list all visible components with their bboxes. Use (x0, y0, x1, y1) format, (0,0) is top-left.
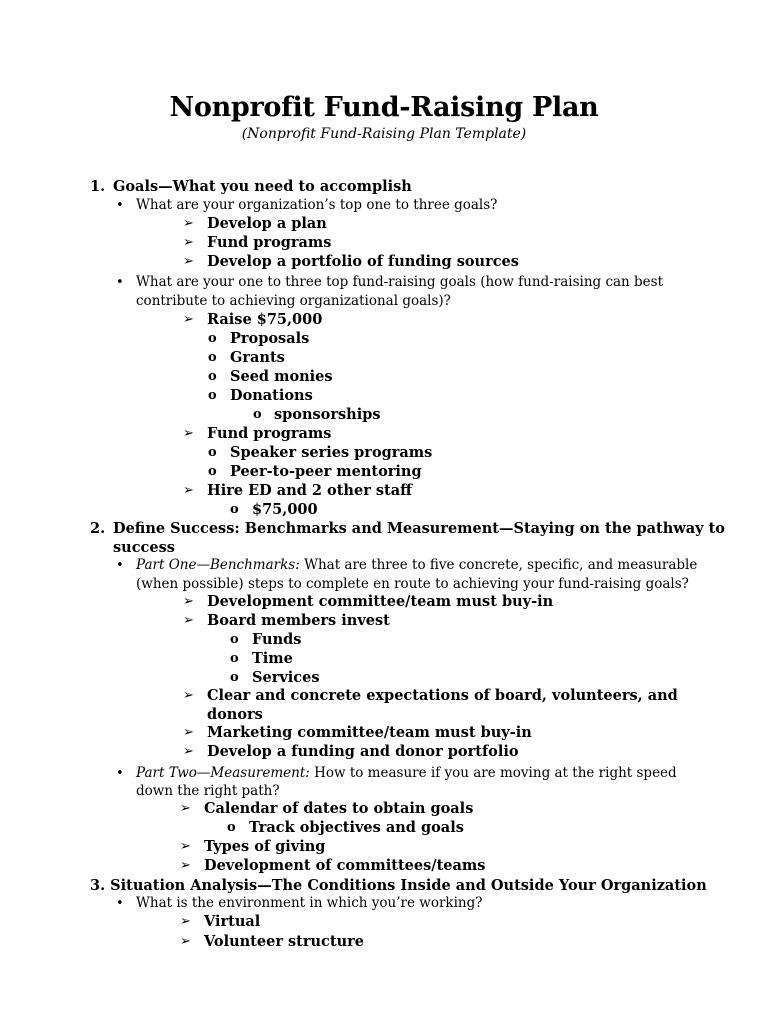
answer-item: Development committee/team must buy-in (207, 593, 554, 610)
bullet-icon: • (116, 198, 124, 213)
arrow-bullet-icon: ➢ (183, 312, 194, 327)
answer-item: Develop a funding and donor portfolio (207, 743, 519, 760)
document-title: Nonprofit Fund-Raising Plan (169, 92, 599, 123)
answer-item: Raise $75,000 (207, 311, 323, 328)
bullet-icon: • (116, 558, 124, 573)
answer-item: Fund programs (207, 234, 332, 251)
circle-bullet-icon: o (230, 670, 239, 685)
section-number: 2. (90, 520, 106, 537)
bullet-icon: • (116, 275, 124, 290)
arrow-bullet-icon: ➢ (183, 216, 194, 231)
arrow-bullet-icon: ➢ (183, 594, 194, 609)
arrow-bullet-icon: ➢ (180, 839, 191, 854)
sub-sub-item: sponsorships (274, 406, 381, 423)
circle-bullet-icon: o (208, 369, 217, 384)
arrow-bullet-icon: ➢ (180, 934, 191, 949)
question-text: down the right path? (136, 783, 280, 799)
circle-bullet-icon: o (253, 407, 262, 422)
question-text: What is the environment in which you’re working? (136, 895, 483, 911)
sub-item: $75,000 (252, 501, 318, 518)
arrow-bullet-icon: ➢ (180, 801, 191, 816)
circle-bullet-icon: o (208, 388, 217, 403)
section-heading: Goals—What you need to accomplish (113, 178, 412, 195)
section-heading: Define Success: Benchmarks and Measurement—Staying on the pathway to (113, 520, 725, 537)
section-heading: success (113, 539, 175, 556)
sub-item: Funds (252, 631, 302, 648)
arrow-bullet-icon: ➢ (180, 858, 191, 873)
circle-bullet-icon: o (208, 464, 217, 479)
answer-item: Types of giving (204, 838, 326, 855)
sub-item: Proposals (230, 330, 310, 347)
arrow-bullet-icon: ➢ (183, 688, 194, 703)
answer-item: Fund programs (207, 425, 332, 442)
part-label: Part One—Benchmarks: (136, 557, 300, 573)
answer-item: Clear and concrete expectations of board, volunteers, and (207, 687, 678, 704)
arrow-bullet-icon: ➢ (183, 483, 194, 498)
arrow-bullet-icon: ➢ (183, 254, 194, 269)
part-label: Part Two—Measurement: (136, 765, 310, 781)
circle-bullet-icon: o (208, 350, 217, 365)
circle-bullet-icon: o (208, 331, 217, 346)
bullet-icon: • (116, 766, 124, 781)
section-number: 1. (90, 178, 106, 195)
sub-item: Donations (230, 387, 313, 404)
question-text: (when possible) steps to complete en route to achieving your fund-raising goals? (136, 576, 689, 592)
part-text: How to measure if you are moving at the right speed (309, 765, 677, 781)
document-subtitle: (Nonprofit Fund-Raising Plan Template) (241, 126, 527, 142)
circle-bullet-icon: o (227, 820, 236, 835)
arrow-bullet-icon: ➢ (183, 613, 194, 628)
answer-item: Board members invest (207, 612, 390, 629)
sub-item: Services (252, 669, 320, 686)
answer-item: Virtual (204, 913, 261, 930)
answer-item: Develop a portfolio of funding sources (207, 253, 519, 270)
answer-item: Calendar of dates to obtain goals (204, 800, 474, 817)
sub-item: Grants (230, 349, 285, 366)
sub-item: Peer-to-peer mentoring (230, 463, 422, 480)
sub-item: Speaker series programs (230, 444, 433, 461)
arrow-bullet-icon: ➢ (183, 426, 194, 441)
answer-item: donors (207, 706, 263, 723)
answer-item: Development of committees/teams (204, 857, 486, 874)
sub-item: Time (252, 650, 293, 667)
circle-bullet-icon: o (230, 632, 239, 647)
question-text (136, 557, 697, 573)
answer-item: Marketing committee/team must buy-in (207, 724, 532, 741)
question-text: What are your one to three top fund-raising goals (how fund-raising can best (136, 274, 664, 290)
sub-item: Track objectives and goals (249, 819, 464, 836)
arrow-bullet-icon: ➢ (183, 235, 194, 250)
question-text (136, 765, 677, 781)
answer-item: Hire ED and 2 other staff (207, 482, 413, 499)
arrow-bullet-icon: ➢ (180, 914, 191, 929)
arrow-bullet-icon: ➢ (183, 725, 194, 740)
arrow-bullet-icon: ➢ (183, 744, 194, 759)
answer-item: Volunteer structure (204, 933, 364, 950)
sub-item: Seed monies (230, 368, 333, 385)
circle-bullet-icon: o (208, 445, 217, 460)
answer-item: Develop a plan (207, 215, 327, 232)
question-text: What are your organization’s top one to three goals? (136, 197, 498, 213)
bullet-icon: • (116, 896, 124, 911)
circle-bullet-icon: o (230, 651, 239, 666)
part-text: What are three to five concrete, specific, and measurable (299, 557, 698, 573)
question-text: contribute to achieving organizational goals)? (136, 293, 451, 309)
circle-bullet-icon: o (230, 502, 239, 517)
section-heading: 3. Situation Analysis—The Conditions Inside and Outside Your Organization (90, 877, 707, 894)
